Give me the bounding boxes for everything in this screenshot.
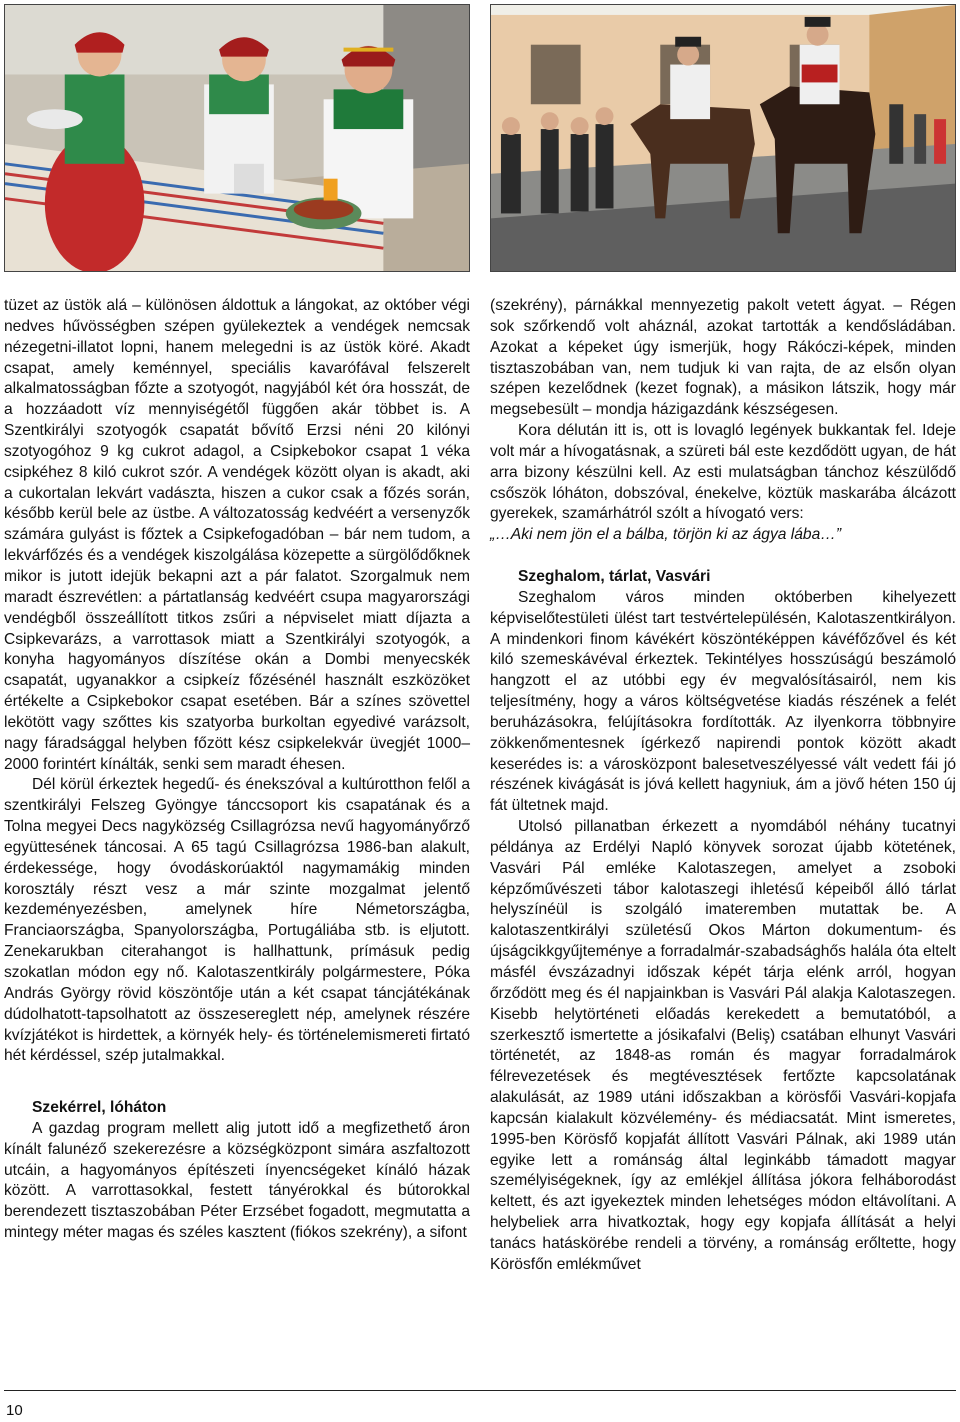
right-paragraph-3: Szeghalom város minden októberben kihelyezett képviselőtestületi ülést tart testvértelepülésén, Kalotaszentkirályon. A mindenkori finom kávékért köszöntéképpen kávéfőzővel és két kiló szemeskávéval érkeztek. Tekintélyes hosszúságú beszámoló hangzott el az utóbbi egy év megvalósításairól, nem kis teljesítmény, hogy a város költségvetése kiadás részének a felét beruházásokra, felújításokra fordították. Az ilyenkorra többnyire zökkenőmentesnek ígérkező napirendi pontok között akadt keserédes is: a városközpont balesetveszélyessé vált vedett fái jó részének kivágását is jóvá kellett hagyniuk, ám a jövő héten 150 új fát ültetnek majd. bbox=[490, 588, 956, 815]
section-heading-szekerrel: Szekérrel, lóháton bbox=[32, 1099, 167, 1117]
right-paragraph-2: Kora délután itt is, ott is lovagló legények bukkantak fel. Ideje volt már a hívogatásnak, a szüreti bál este kezdődött ugyan, de hát arra bizony készülni kell. Az esti mulatságban tánchoz készülődő csőszök lóháton, dobszóval, énekelve, köztük maskarába álcázott gyerekek, szamárhátról szólt a hívogató vers: bbox=[490, 422, 956, 523]
right-paragraph-4: Utolsó pillanatban érkezett a nyomdából néhány tucatnyi példánya az Erdélyi Napló könyvek sorozat újabb kötetének, Vasvári Pál emléke Kalotaszegen, amelyet a zsoboki képzőművészeti tábor kalotaszegi ihletésű képeiből álló tárlat helyszínéül is szolgáló imateremben mutattak be. A kalotaszentkirályi születésű Okos Márton dokumentum- és újságcikkgyűjteménye a forradalmár-szabadsághős halála óta eltelt másfél évszázadnyi időszak képét tárja elénk arról, hogyan őrződött meg és él napjainkban is Vasvári Pál alakja Kalotaszegen. Kisebb helytörténeti előadás kerekedett a bemutatóból, a szerkesztő ismertette a jósikafalvi (Beliş) csatában elhunyt Vasvári történetét, az 1848-as román és magyar forradalmárok félrevezetések és megtévesztések fertőzte kapcsolatának alakulását, az 1989 utáni időszakban a körösfői Vasvári-kopjafa kapcsán kialakult közvélemény- és médiacsatát. Mint ismeretes, 1995-ben Körösfő kopjafát állított Vasvári Pálnak, aki 1989 után egyike lett a románság által leginkább támadott magyar személyiségeknek, így az emlékjel állítása jókora felháborodást keltett, és azt igyekeztek minden lehetséges módon eltávolítani. A helybeliek arra hivatkoztak, hogy egy kopjafa állítását a helyi tanács hatáskörébe rendeli a törvény, a románság erőltette, hogy Körösfőn emlékművet bbox=[490, 818, 956, 1273]
footer-rule bbox=[4, 1390, 956, 1391]
left-paragraph-2: Dél körül érkeztek hegedű- és énekszóval a kultúrotthon felől a szentkirályi Felszeg Gyöngye tánccsoport kis csapatának és a Tolna megyei Decs nagyközség Csillagrózsa nevű hagyományőrző együttesének táncosai. A 65 tagú Csillagrózsa 1986-ban alakult, érdekessége, hogy óvodáskorúaktól nagymamákig minden korosztály részt vesz a már szinte mozgalmat jelentő kezdeményezésben, amelynek híre Németországba, Franciaországba, Spanyolországba, Portugáliába stb. is eljutott. Zenekarukban citerahangot is hallhattunk, prímásuk pedig szokatlan módon egy nő. Kalotaszentkirály polgármestere, Póka András György rövid köszöntője után a két csapat táncjátékának dúdolhatott-tapsolhatott az összesereglett nép, amelynek részére kvízjátékot is hirdettek, a környék hely- és történelemismereti firtató hét kérdéssel, szép jutalmakkal. bbox=[4, 776, 470, 1065]
photo-riders-in-street bbox=[490, 4, 956, 272]
section-heading-szeghalom: Szeghalom, tárlat, Vasvári bbox=[518, 567, 711, 585]
women-cooking-illustration bbox=[5, 5, 469, 271]
right-column bbox=[490, 296, 956, 1276]
left-paragraph-1: tüzet az üstök alá – különösen áldottuk a lángokat, az október végi nedves hűvösségben szépen gyülekeztek a vendégek nemcsak nézegetni-illatot lopni, hanem melegedni is az üstök köré. Akadt csapat, amely keménnyel, speciális kavarófával felszerelt alkalmatosságban főzte a szotyogót, nagyjából két óra hosszát, de a hozzáadott víz mennyiségétől függően akár többet is. A Szentkirályi szotyogók csapatát bővítő Erzsi néni 20 kilónyi szotyogóhoz 9 kg cukrot adagol, a Csipkebokor csapat 1 véka csipkéhez 8 kiló cukrot szór. A vendégek között olyan is akadt, aki a cukortalan lekvárt vadászta, hiszen a cukor csak a főzés során, később kerül bele az üstbe. A változatosság kedvéért a versenyzők számára gulyást is főztek a Csipkefogadóban – bár nem tudom, a lekvárfőzés és a vendégek kiszolgálása közepette a sürgölődőknek mikor is jutott idejük bekapni azt a pár falatot. Szorgalmuk nem maradt észrevétlen: a pártatlanság kedvéért csupa magyarországi vendégből összeállított titkos zsűri a népviselet miatt díjazta a Csipkevarázs, a varrottasok miatt a Szentkirályi szotyogók, a konyha hagyományos díszítése okán a Dombi menyecskék csapatát, ugyanakkor a csipkeíz főzésénél használt eszközöket értékelte a Csipkebokor csapat esetében. Bár a színes szövettel lekötött vagy szőttes kis szatyorba burkoltan egyedivé varázsolt, nagy fáradsággal helyben főzött kész csipkelekvár üvegjét 1000–2000 forintért kínálták, senki sem maradt éhesen. bbox=[4, 297, 470, 773]
quote-verse: „…Aki nem jön el a bálba, törjön ki az ágya lába…” bbox=[490, 526, 842, 544]
page-number: 10 bbox=[6, 1402, 23, 1419]
photo-women-cooking bbox=[4, 4, 470, 272]
left-column bbox=[4, 296, 470, 1244]
riders-illustration bbox=[491, 5, 955, 271]
left-paragraph-3: A gazdag program mellett alig jutott idő a megfizethető áron kínált falunéző szekerezésre a községközpont simára aszfaltozott utcáin, a hagyományos építészeti ínyencségeket kínáló házak között. A varrottasokkal, festett tányérokkal és bútorokkal berendezett tisztaszobában Péter Erzsébet fogadott, megmutatta a mintegy méter magas és széles kasztent (fiókos szekrény), a sifont bbox=[4, 1119, 470, 1242]
right-paragraph-1: (szekrény), párnákkal mennyezetig pakolt vetett ágyat. – Régen sok szőrkendő volt aháznál, azokat tartották a kendősládában. Azokat a képeket úgy ismerjük, hogy Rákóczi-képek, minden tisztaszobában van, nem tudjuk ki van rajta, de az elsőn olyan szépen kezelődnek (kezet fognak), a másikon látszik, hogy már megsebesült – mondja házigazdánk készségesen. bbox=[490, 297, 956, 419]
